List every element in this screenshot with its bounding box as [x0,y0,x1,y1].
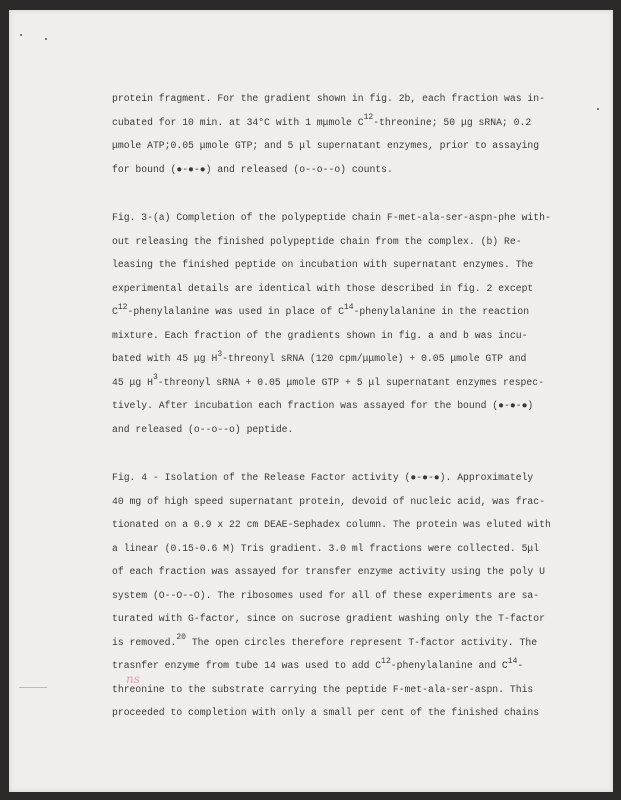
text-line [112,236,522,247]
text-run: μmole ATP;0.05 μmole GTP; and 5 μl supernatant enzymes, prior to assaying [112,140,540,151]
text-run: out releasing the finished polypeptide chain from the complex. (b) Re- [112,235,522,247]
scan-speck [20,34,22,36]
text-run: a linear (0.15-0.6 M) Tris gradient. 3.0 ml fractions were collected. 5μl [112,542,540,554]
text-run: -phenylalanine in the reaction [353,306,530,317]
text-line [112,633,538,648]
text-run: mixture. Each fraction of the gradients shown in fig. a and b was incu- [112,329,528,341]
text-run: for bound (●-●-●) and released (o--o--o) counts. [112,163,393,175]
text-line [112,566,545,577]
text-run: leasing the finished peptide on incubation with supernatant enzymes. The [112,259,534,270]
text-run: experimental details are identical with those described in fig. 2 except [112,282,534,294]
superscript: 3 [217,349,223,359]
text-run: 40 mg of high speed supernatant protein, devoid of nucleic acid, was frac- [112,495,545,507]
text-run: 45 μg H [112,376,153,388]
text-run: proceeded to completion with only a small per cent of the finished chains [112,707,540,718]
text-line [112,302,530,317]
text-line [112,373,544,388]
text-line [112,543,539,554]
text-run: The open circles therefore represent T-factor activity. The [185,636,538,648]
text-line [112,212,551,223]
document-page [9,10,613,792]
text-line [112,330,527,341]
text-line [112,496,545,507]
margin-mark [19,687,47,688]
text-run: threonine to the substrate carrying the peptide F-met-ala-ser-aspn. This [112,683,534,695]
text-run: tionated on a 0.9 x 22 cm DEAE-Sephadex column. The protein was eluted with [112,519,551,530]
text-line [112,349,527,364]
text-run: tively. After incubation each fraction was assayed for the bound (●-●-●) [112,400,534,411]
text-line [112,424,293,435]
text-run: system (O--O--O). The ribosomes used for all of these experiments are sa- [112,589,540,601]
text-run: -threonyl sRNA + 0.05 μmole GTP + 5 μl supernatant enzymes respec- [157,376,544,388]
text-run: and released (o--o--o) peptide. [112,423,294,435]
text-run: bated with 45 μg H [112,353,218,364]
text-run: is removed. [112,636,177,648]
text-line [112,283,533,294]
handwritten-correction: ns [126,672,140,686]
text-run: -phenylalanine and C [390,660,508,671]
text-line [112,519,551,530]
superscript: 12 [381,656,391,666]
scan-speck [597,108,599,110]
text-line [112,113,532,128]
text-run: C [112,306,118,317]
text-run: of each fraction was assayed for transfer enzyme activity using the poly U [112,566,545,577]
text-line [112,400,533,411]
text-line [112,613,545,624]
superscript: 14 [343,302,354,312]
text-line [112,140,539,151]
text-line [112,164,393,175]
text-line [112,590,539,601]
text-run: Fig. 3-(a) Completion of the polypeptide chain F-met-ala-ser-aspn-phe with- [112,212,551,223]
text-run: cubated for 10 min. at 34°C with 1 mμmole C [112,116,364,128]
scan-speck [45,38,47,40]
text-line [112,93,545,104]
text-run: protein fragment. For the gradient shown in fig. 2b, each fraction was in- [112,93,545,104]
superscript: 14 [507,656,518,666]
text-run: turated with G-factor, since on sucrose gradient washing only the T-factor [112,613,545,624]
text-run: -threonyl sRNA (120 cpm/μμmole) + 0.05 μmole GTP and [222,353,527,364]
text-run: trasnfer enzyme from tube 14 was used to add C [112,660,382,671]
text-run: -phenylalanine was used in place of C [127,306,344,317]
text-line [112,472,533,483]
text-line [112,684,533,695]
text-run: - [517,660,524,671]
text-line [112,259,533,270]
superscript: 12 [363,113,374,123]
text-line [112,707,539,718]
text-run: Fig. 4 - Isolation of the Release Factor activity (●-●-●). Approximately [112,472,534,483]
superscript: 20 [176,633,186,643]
superscript: 3 [152,373,158,383]
text-run: -threonine; 50 μg sRNA; 0.2 [373,116,532,128]
superscript: 12 [117,302,128,312]
text-line [112,656,524,671]
